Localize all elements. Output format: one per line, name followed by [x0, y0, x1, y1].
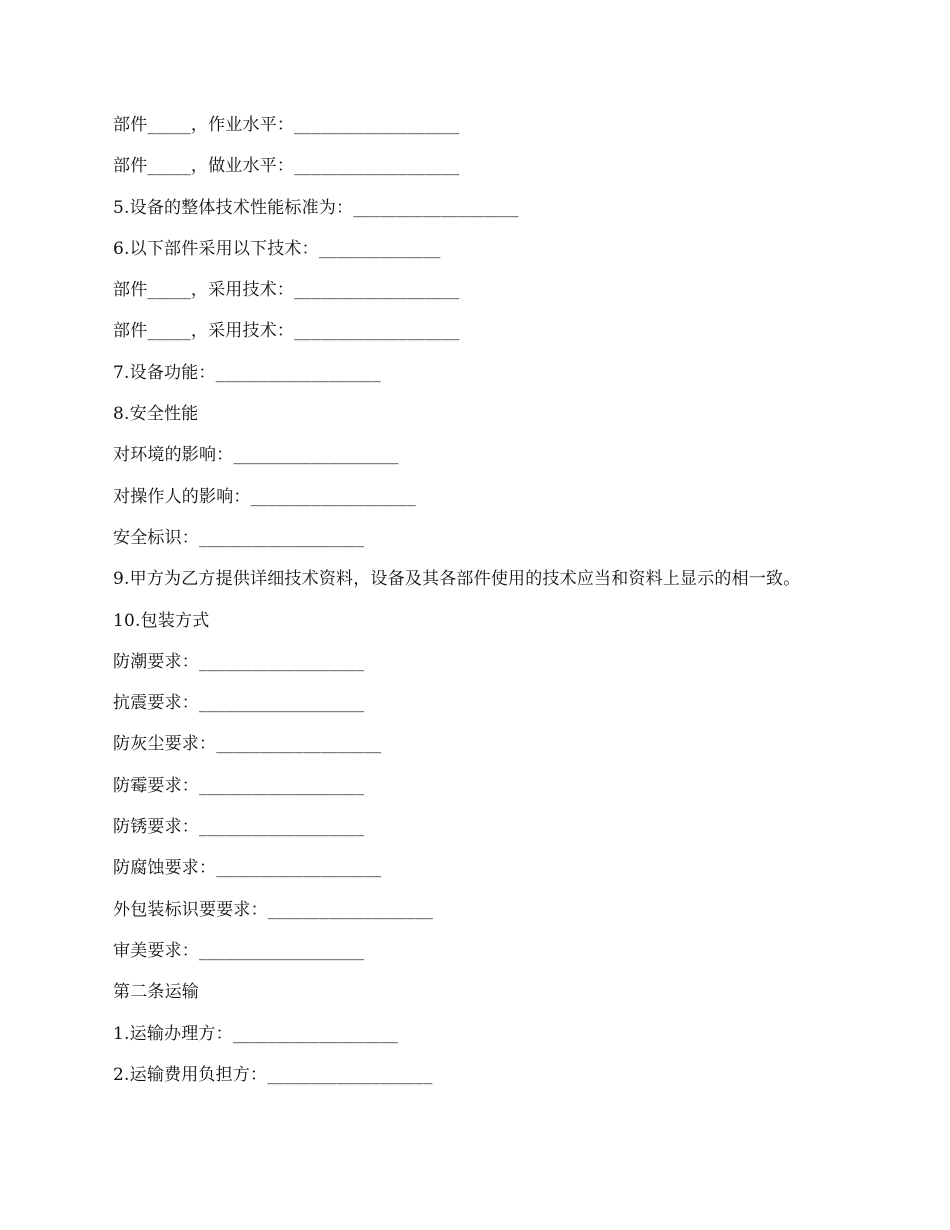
rust-proof-line: 防锈要求：___________________	[113, 817, 365, 838]
document-body	[113, 110, 893, 1101]
transport-cost-bearer-line: 2.运输费用负担方：___________________	[113, 1064, 433, 1085]
transport-article-heading: 第二条运输	[113, 982, 199, 1003]
outer-package-marking-line: 外包装标识要要求：___________________	[113, 899, 434, 920]
corrosion-proof-line: 防腐蚀要求：___________________	[113, 858, 382, 879]
operator-impact-line: 对操作人的影响：___________________	[113, 486, 416, 507]
safety-label-line: 安全标识：___________________	[113, 527, 365, 548]
overall-performance-standard-line: 5.设备的整体技术性能标准为：___________________	[113, 197, 519, 218]
mildew-proof-line: 防霉要求：___________________	[113, 775, 365, 796]
environment-impact-line: 对环境的影响：___________________	[113, 445, 399, 466]
aesthetic-requirement-line: 审美要求：___________________	[113, 940, 365, 961]
transport-handler-line: 1.运输办理方：___________________	[113, 1023, 399, 1044]
component-work-level-line-2: 部件_____，做业水平：___________________	[113, 156, 460, 177]
component-work-level-line-1: 部件_____，作业水平：___________________	[113, 115, 460, 135]
shockproof-line: 抗震要求：___________________	[113, 693, 365, 714]
technical-documents-clause: 9.甲方为乙方提供详细技术资料，设备及其各部件使用的技术应当和资料上显示的相一致。	[113, 569, 801, 590]
moisture-proof-line: 防潮要求：___________________	[113, 651, 365, 672]
packaging-method-heading: 10.包装方式	[113, 610, 210, 631]
safety-performance-heading: 8.安全性能	[113, 404, 199, 425]
equipment-function-line: 7.设备功能：___________________	[113, 362, 381, 383]
component-technology-line-2: 部件_____，采用技术：___________________	[113, 321, 460, 342]
dustproof-line: 防灰尘要求：___________________	[113, 734, 382, 755]
component-technology-line-1: 部件_____，采用技术：___________________	[113, 280, 460, 301]
component-technology-heading: 6.以下部件采用以下技术：______________	[113, 238, 441, 259]
